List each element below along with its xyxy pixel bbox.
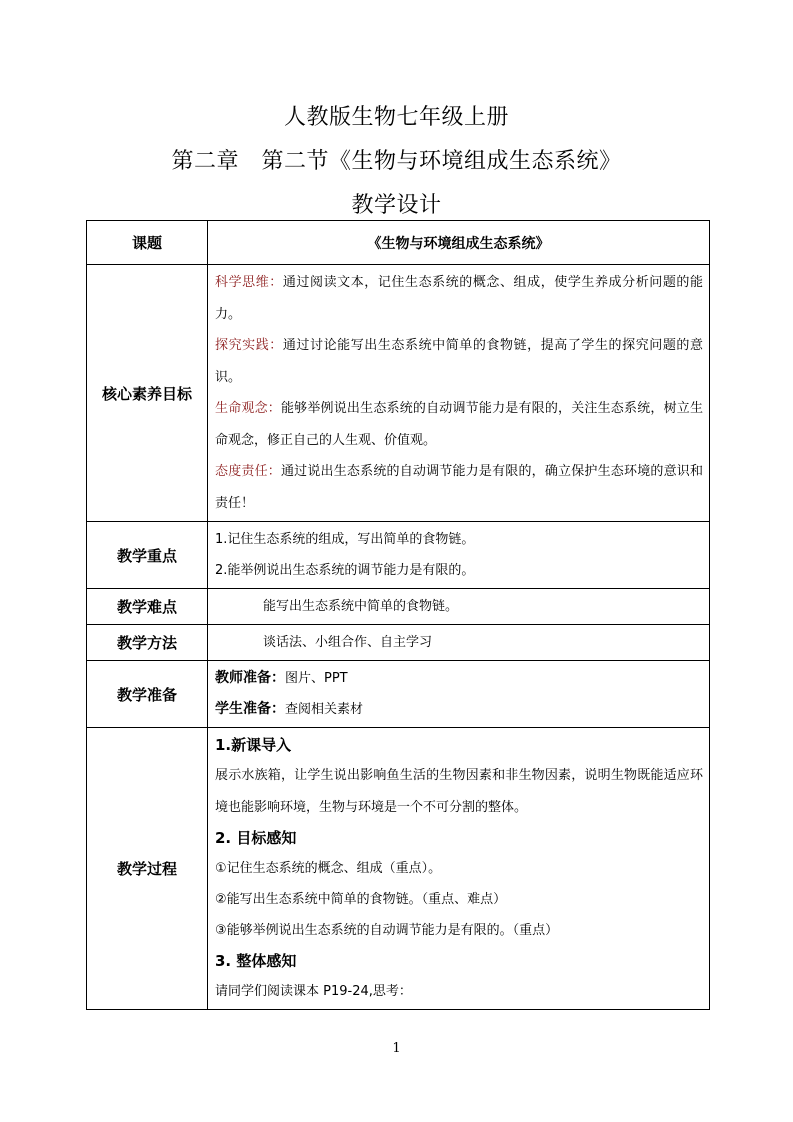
teacher-prep-label: 教师准备： xyxy=(215,670,285,686)
method-value: 谈话法、小组合作、自主学习 xyxy=(263,635,433,650)
topic-value: 《生物与环境组成生态系统》 xyxy=(208,221,710,265)
table-row-method xyxy=(87,625,710,661)
table-row-preparation xyxy=(87,661,710,728)
document-title-block xyxy=(0,96,793,228)
table-row-core-goals xyxy=(87,265,710,522)
difficulty-cell xyxy=(208,589,710,625)
goal-text: 能够举例说出生态系统的自动调节能力是有限的，关注生态系统，树立生命观念，修正自己的人生观、价值观。 xyxy=(215,401,703,448)
section-heading: 2. 目标感知 xyxy=(215,829,297,847)
objective-item: ③能够举例说出生态系统的自动调节能力是有限的。（重点） xyxy=(215,923,559,938)
objective-item: ①记住生态系统的概念、组成（重点）。 xyxy=(215,861,442,876)
key-point-item: 1.记住生态系统的组成，写出简单的食物链。 xyxy=(215,532,475,547)
student-preparation xyxy=(215,694,703,725)
student-prep-label: 学生准备： xyxy=(215,701,285,717)
section-heading: 1.新课导入 xyxy=(215,736,292,754)
teacher-prep-value: 图片、PPT xyxy=(285,671,348,686)
goal-text: 通过说出生态系统的自动调节能力是有限的，确立保护生态环境的意识和责任！ xyxy=(215,464,703,511)
difficulty-label: 教学难点 xyxy=(87,589,208,625)
goal-tag: 生命观念： xyxy=(215,401,281,416)
key-points-cell xyxy=(208,522,710,589)
teacher-preparation xyxy=(215,663,703,694)
section-text: 请同学们阅读课本 P19-24,思考： xyxy=(215,984,412,999)
table-row-topic xyxy=(87,221,710,265)
student-prep-value: 查阅相关素材 xyxy=(285,702,364,717)
preparation-cell xyxy=(208,661,710,728)
table-row-difficulty xyxy=(87,589,710,625)
method-label: 教学方法 xyxy=(87,625,208,661)
lesson-plan-table xyxy=(86,220,710,1010)
goal-item xyxy=(215,267,703,330)
key-point-item: 2.能举例说出生态系统的调节能力是有限的。 xyxy=(215,563,475,578)
core-goals-label: 核心素养目标 xyxy=(87,265,208,522)
goal-text: 通过阅读文本，记住生态系统的概念、组成，使学生养成分析问题的能力。 xyxy=(215,275,703,322)
key-points-label: 教学重点 xyxy=(87,522,208,589)
table-row-key-points xyxy=(87,522,710,589)
goal-tag: 探究实践： xyxy=(215,338,283,353)
process-cell xyxy=(208,728,710,1010)
preparation-label: 教学准备 xyxy=(87,661,208,728)
section-text: 展示水族箱，让学生说出影响鱼生活的生物因素和非生物因素，说明生物既能适应环境也能影响环境，生物与环境是一个不可分割的整体。 xyxy=(215,768,703,815)
document-title: 人教版生物七年级上册 xyxy=(283,105,509,130)
document-heading: 教学设计 xyxy=(351,193,442,218)
topic-label: 课题 xyxy=(87,221,208,265)
process-label: 教学过程 xyxy=(87,728,208,1010)
goal-item xyxy=(215,393,703,456)
goal-tag: 科学思维： xyxy=(215,275,283,290)
section-heading: 3. 整体感知 xyxy=(215,952,297,970)
table-row-process xyxy=(87,728,710,1010)
goal-item xyxy=(215,330,703,393)
goal-item xyxy=(215,456,703,519)
core-goals-cell xyxy=(208,265,710,522)
goal-tag: 态度责任： xyxy=(215,464,281,479)
goal-text: 通过讨论能写出生态系统中简单的食物链，提高了学生的探究问题的意识。 xyxy=(215,338,703,385)
page-number: 1 xyxy=(392,1041,401,1056)
method-cell xyxy=(208,625,710,661)
document-subtitle: 第二章 第二节《生物与环境组成生态系统》 xyxy=(171,149,622,174)
difficulty-value: 能写出生态系统中简单的食物链。 xyxy=(263,599,459,614)
objective-item: ②能写出生态系统中简单的食物链。（重点、难点） xyxy=(215,892,507,907)
